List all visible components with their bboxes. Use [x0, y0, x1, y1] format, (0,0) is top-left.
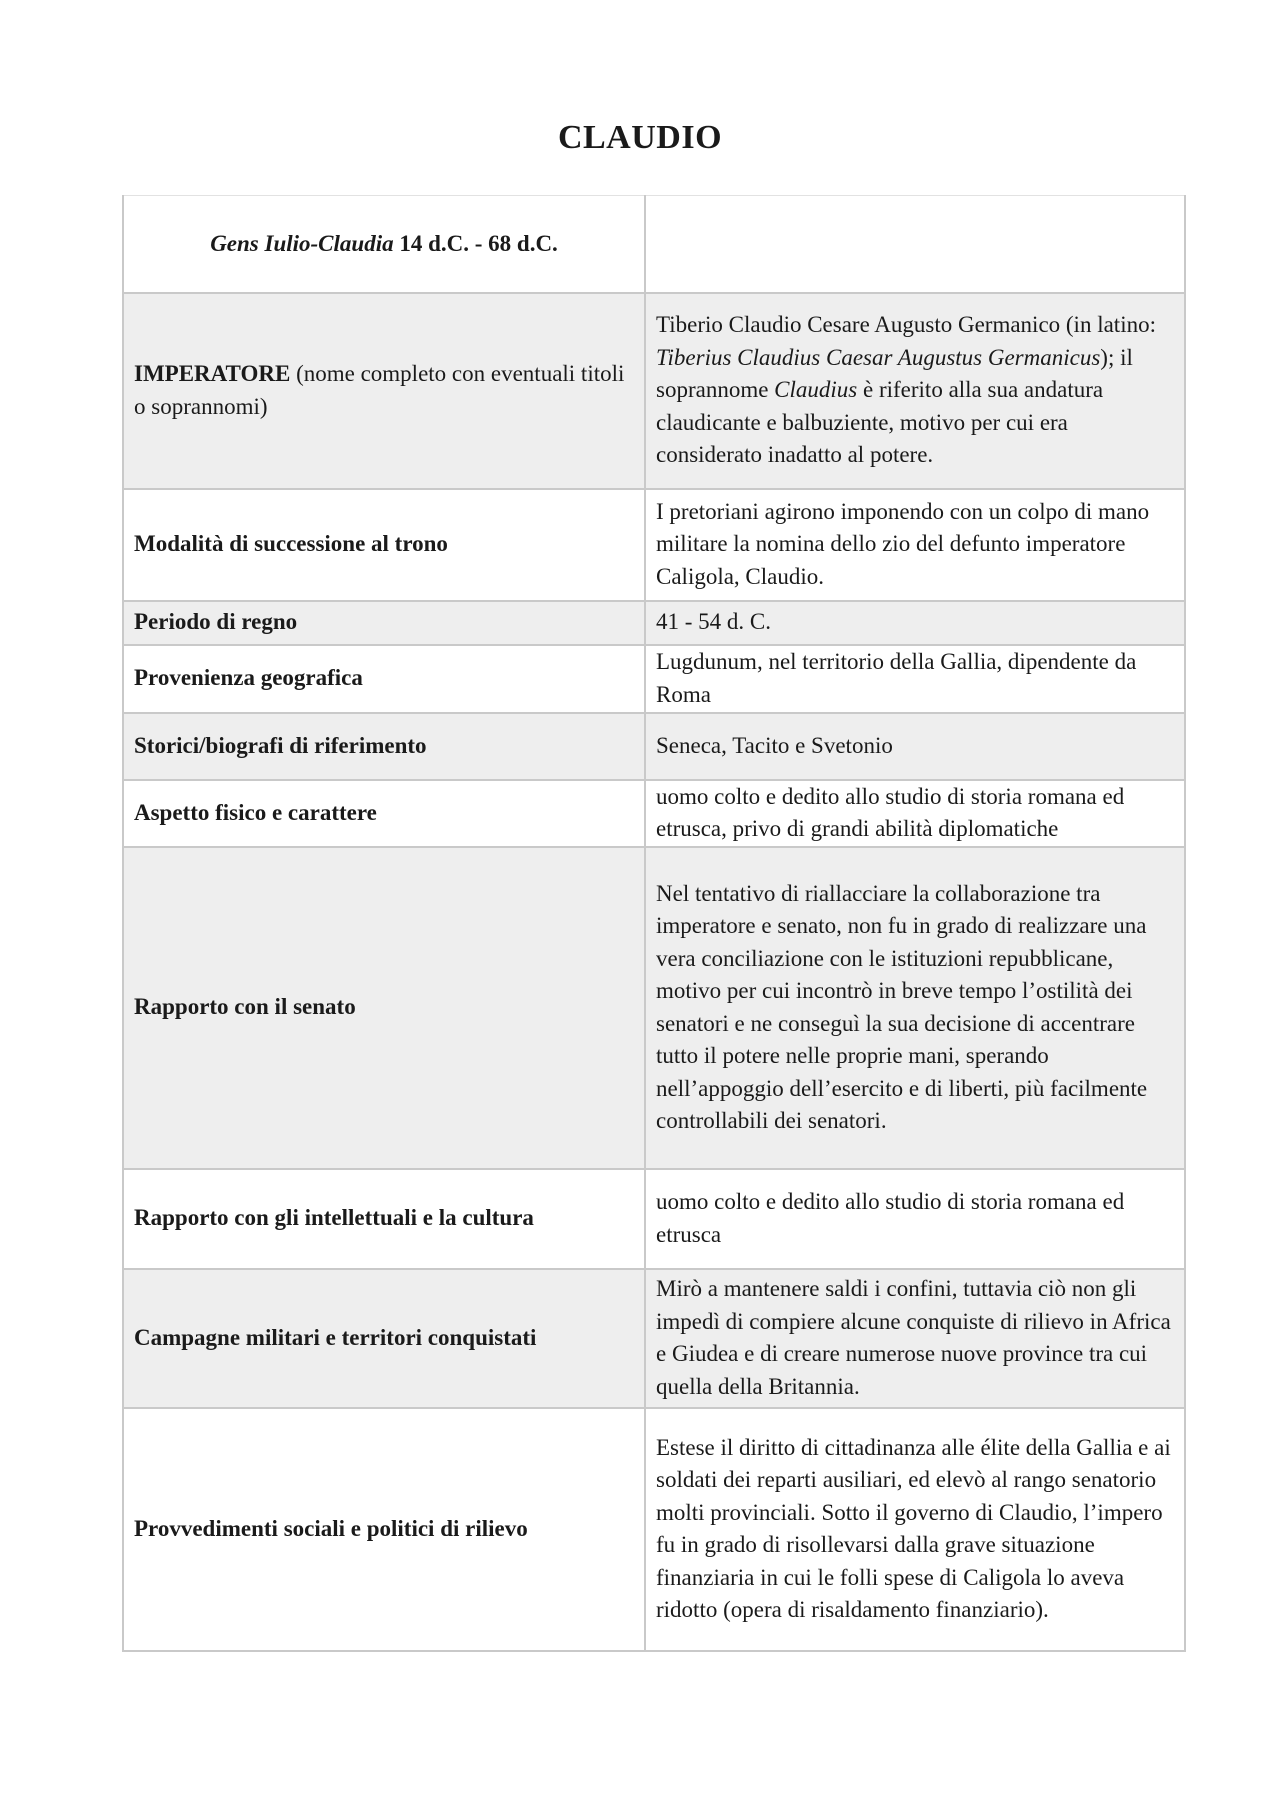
table-row	[123, 713, 1185, 780]
dynasty-cell	[123, 196, 645, 293]
value-part: è riferito alla sua andatura claudicante e balbuziente, motivo per cui era considerato inadatto al potere.	[656, 377, 1104, 468]
row-label: Rapporto con il senato	[123, 847, 645, 1169]
row-value	[645, 293, 1185, 489]
table-row	[123, 780, 1185, 847]
value-part-italic: Claudius	[774, 377, 858, 403]
table-row	[123, 489, 1185, 601]
table-row	[123, 601, 1185, 645]
value-part-italic: Tiberius Claudius Caesar Augustus Germanicus	[656, 344, 1101, 370]
row-label: Modalità di successione al trono	[123, 489, 645, 601]
row-value: Seneca, Tacito e Svetonio	[645, 713, 1185, 780]
gens-name: Gens Iulio-Claudia	[210, 230, 394, 256]
row-value: Estese il diritto di cittadinanza alle élite della Gallia e ai soldati dei reparti ausiliari, ed elevò al rango senatorio molti provinciali. Sotto il governo di Claudio, l’impero fu in grado di risollevarsi dalla grave situazione finanziaria in cui le folli spese di Caligola lo aveva ridotto (opera di risaldamento finanziario).	[645, 1408, 1185, 1651]
table-row	[123, 1169, 1185, 1269]
row-value: Lugdunum, nel territorio della Gallia, dipendente da Roma	[645, 645, 1185, 713]
header-empty-cell	[645, 196, 1185, 293]
table-row	[123, 1269, 1185, 1408]
page-title: CLAUDIO	[557, 119, 723, 156]
row-label-rest: (nome completo con eventuali titoli o soprannomi)	[134, 361, 625, 419]
row-label: Storici/biografi di riferimento	[123, 713, 645, 780]
table-row	[123, 293, 1185, 489]
row-label: Campagne militari e territori conquistati	[123, 1269, 645, 1408]
row-value: I pretoriani agirono imponendo con un colpo di mano militare la nomina dello zio del defunto imperatore Caligola, Claudio.	[645, 489, 1185, 601]
row-label	[123, 293, 645, 489]
row-label-bold: IMPERATORE	[134, 361, 291, 386]
value-part: Tiberio Claudio Cesare Augusto Germanico (in latino:	[656, 312, 1156, 338]
row-label: Provenienza geografica	[123, 645, 645, 713]
table-header-row	[123, 196, 1185, 293]
row-value: uomo colto e dedito allo studio di storia romana ed etrusca, privo di grandi abilità diplomatiche	[645, 780, 1185, 847]
emperor-info-table	[122, 195, 1186, 1652]
table-row	[123, 1408, 1185, 1651]
table-row	[123, 847, 1185, 1169]
table-row	[123, 645, 1185, 713]
row-value: uomo colto e dedito allo studio di storia romana ed etrusca	[645, 1169, 1185, 1269]
value-part: ); il soprannome	[656, 344, 1133, 403]
row-label: Aspetto fisico e carattere	[123, 780, 645, 847]
row-value: 41 - 54 d. C.	[645, 601, 1185, 645]
row-value: Mirò a mantenere saldi i confini, tuttavia ciò non gli impedì di compiere alcune conquiste di rilievo in Africa e Giudea e di creare numerose nuove province tra cui quella della Britannia.	[645, 1269, 1185, 1408]
row-label: Provvedimenti sociali e politici di rilievo	[123, 1408, 645, 1651]
dynasty-dates: 14 d.C. - 68 d.C.	[393, 230, 558, 256]
row-value: Nel tentativo di riallacciare la collaborazione tra imperatore e senato, non fu in grado di realizzare una vera conciliazione con le istituzioni repubblicane, motivo per cui incontrò in breve tempo l’ostilità dei senatori e ne conseguì la sua decisione di accentrare tutto il potere nelle proprie mani, sperando nell’appoggio dell’esercito e di liberti, più facilmente controllabili dei senatori.	[645, 847, 1185, 1169]
row-label: Periodo di regno	[123, 601, 645, 645]
row-label: Rapporto con gli intellettuali e la cultura	[123, 1169, 645, 1269]
